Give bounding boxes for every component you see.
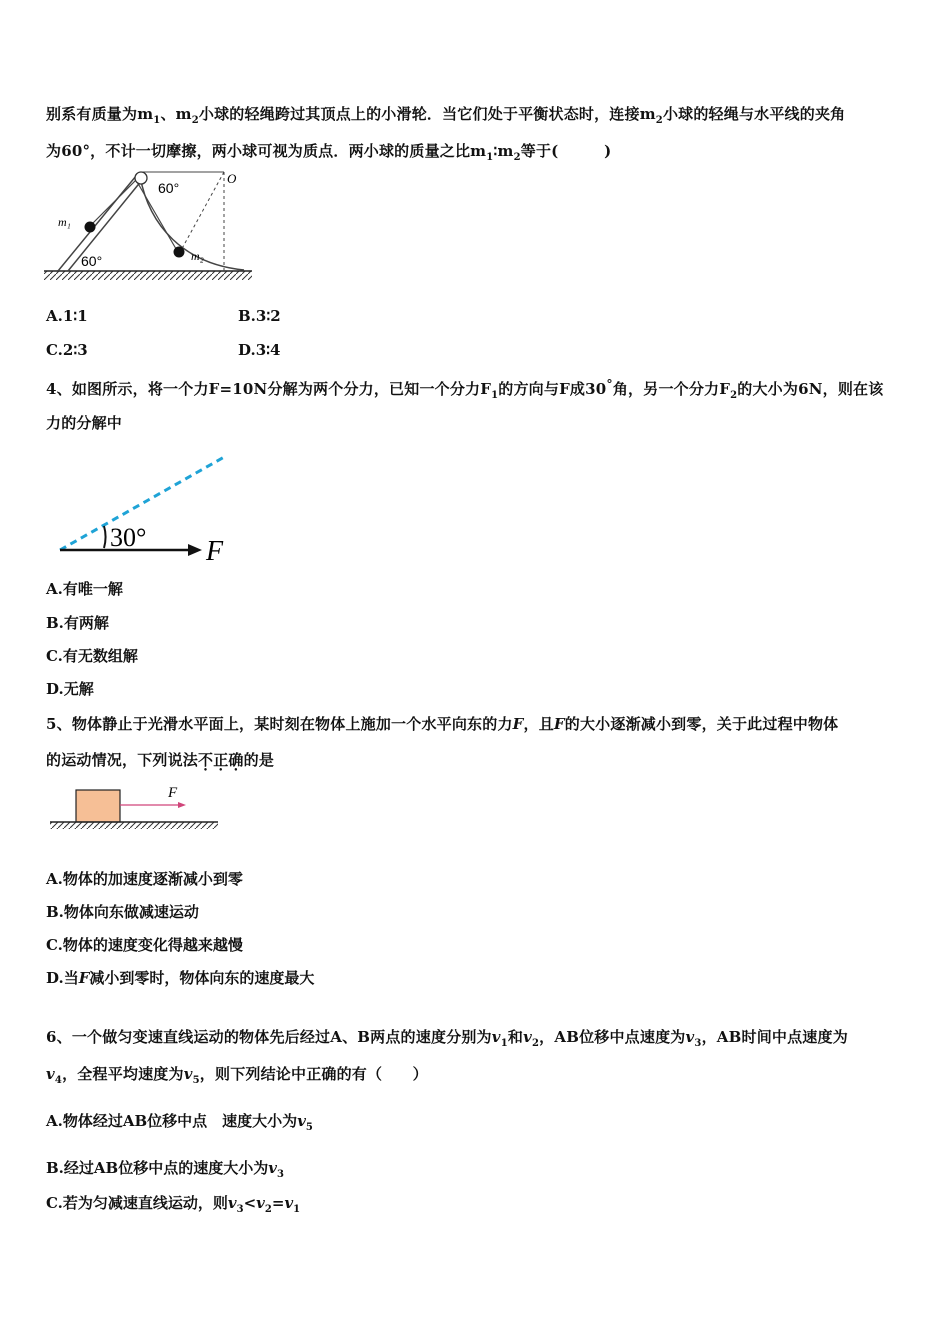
text: 、m [160,105,192,123]
sub: 2 [264,1204,272,1215]
text: 5、物体静止于光滑水平面上，某时刻在物体上施加一个水平向东的力 [46,715,513,733]
text: 6、一个做匀变速直线运动的物体先后经过A、B两点的速度分别为 [46,1028,492,1046]
sup: ° [606,376,613,391]
text: 的大小为6N，则在该 [737,380,884,398]
text: = [271,1194,285,1212]
text: 和 [507,1028,524,1046]
sub: 3 [276,1169,284,1180]
sub: 3 [236,1204,244,1215]
sub: 2 [513,152,521,163]
text: 4、如图所示，将一个力F=10N分解为两个分力，已知一个分力F [46,380,492,398]
q3-incline-figure [44,166,254,282]
q5-option-d[interactable] [46,967,314,988]
text: 角，另一个分力F [612,380,731,398]
q4-text-line2: 力的分解中 [46,414,123,432]
text: ∶m [493,142,514,160]
text: 的方向与F成30 [498,380,607,398]
q3-text-line1 [46,103,845,126]
var-f: F [553,715,565,733]
var-f: F [78,969,90,987]
var-v: v [297,1112,306,1130]
q3-option-b[interactable]: B.3∶2 [238,307,281,325]
label-O: O [227,171,237,186]
text: ，AB时间中点速度为 [701,1028,848,1046]
text: B.经过AB位移中点的速度大小为 [46,1159,269,1177]
label-m1: m₁ [58,215,71,229]
q3-option-a[interactable]: A.1∶1 [46,307,88,325]
text: 等于( ) [520,142,612,160]
q4-text-line1 [46,376,883,401]
text: C.若为匀减速直线运动，则 [46,1194,228,1212]
text: 小球的轻绳跨过其顶点上的小滑轮．当它们处于平衡状态时，连接m [198,105,656,123]
q3-option-c[interactable]: C.2∶3 [46,341,88,359]
text: ，且 [523,715,554,733]
emphasis-char: 确 [228,751,244,769]
angle-arc [104,526,106,548]
q3-option-d[interactable]: D.3∶4 [238,341,281,359]
angle-label: 30° [110,523,147,552]
var-v: v [256,1194,265,1212]
sub: 1 [486,152,494,163]
q5-text-line1 [46,713,838,734]
q6-text-line2 [46,1063,428,1086]
q5-text-line2 [46,749,274,770]
q4-option-a[interactable]: A.有唯一解 [46,580,123,598]
text: 的是 [243,751,275,769]
ball-m1 [85,222,96,233]
var-v: v [268,1159,277,1177]
text: 为60°，不计一切摩擦，两小球可视为质点．两小球的质量之比m [46,142,487,160]
sub: 1 [500,1038,508,1049]
label-m2: m₂ [191,249,204,263]
rope-to-m1 [90,178,138,226]
pulley [135,172,147,184]
q5-option-a[interactable]: A.物体的加速度逐渐减小到零 [46,870,243,888]
text: 小球的轻绳与水平线的夹角 [662,105,846,123]
var-v: v [227,1194,237,1212]
q4-option-b[interactable]: B.有两解 [46,614,109,632]
sub: 1 [153,115,161,126]
ground-hatch [50,822,218,829]
incline-right-edge [68,180,142,271]
force-label: F [206,536,224,567]
text: ，AB位移中点速度为 [539,1028,686,1046]
var-v: v [284,1194,294,1212]
text: D.当 [46,969,79,987]
text: 的大小逐渐减小到零，关于此过程中物体 [564,715,839,733]
text: ，全程平均速度为 [62,1065,184,1083]
q6-option-a[interactable] [46,1110,313,1133]
var-f: F [512,715,524,733]
sub: 2 [531,1038,540,1049]
var-v: v [183,1065,193,1083]
q5-option-c[interactable]: C.物体的速度变化得越来越慢 [46,936,243,954]
q6-option-c[interactable] [46,1192,300,1215]
q4-force-figure [52,450,242,570]
angle-top-label: 60° [158,180,180,196]
var-v: v [491,1028,501,1046]
var-v: v [46,1065,55,1083]
sub: 2 [191,115,199,126]
angle-bottom-label: 60° [81,253,103,269]
sub: 1 [491,390,499,401]
text: A.物体经过AB位移中点 速度大小为 [46,1112,298,1130]
sub: 1 [293,1204,301,1215]
q5-option-b[interactable]: B.物体向东做减速运动 [46,903,199,921]
text: < [243,1194,257,1212]
q6-text-line1 [46,1026,848,1049]
q4-option-d[interactable]: D.无解 [46,680,94,698]
var-v: v [523,1028,532,1046]
sub: 2 [655,115,663,126]
force-arrowhead [188,544,202,556]
q4-option-c[interactable]: C.有无数组解 [46,647,138,665]
block [76,790,120,822]
radius-dashed [179,172,224,254]
text: 减小到零时，物体向东的速度最大 [89,969,315,987]
sub: 3 [694,1038,702,1049]
force-label: F [168,785,178,801]
text: ，则下列结论中正确的有（ ） [199,1065,428,1083]
sub: 5 [192,1075,200,1086]
q3-text-line2 [46,140,611,163]
q6-option-b[interactable] [46,1157,284,1180]
emphasis-char: 正 [213,751,229,769]
text: 别系有质量为m [46,105,154,123]
ground-hatch [44,271,252,280]
ball-m2 [174,247,185,258]
sub: 4 [54,1075,63,1086]
var-v: v [685,1028,695,1046]
sub: 2 [730,390,738,401]
sub: 5 [305,1122,313,1133]
q5-block-figure [46,780,221,832]
force-arrowhead [178,802,186,808]
emphasis-char: 不 [198,751,214,769]
text: 的运动情况，下列说法 [46,751,199,769]
